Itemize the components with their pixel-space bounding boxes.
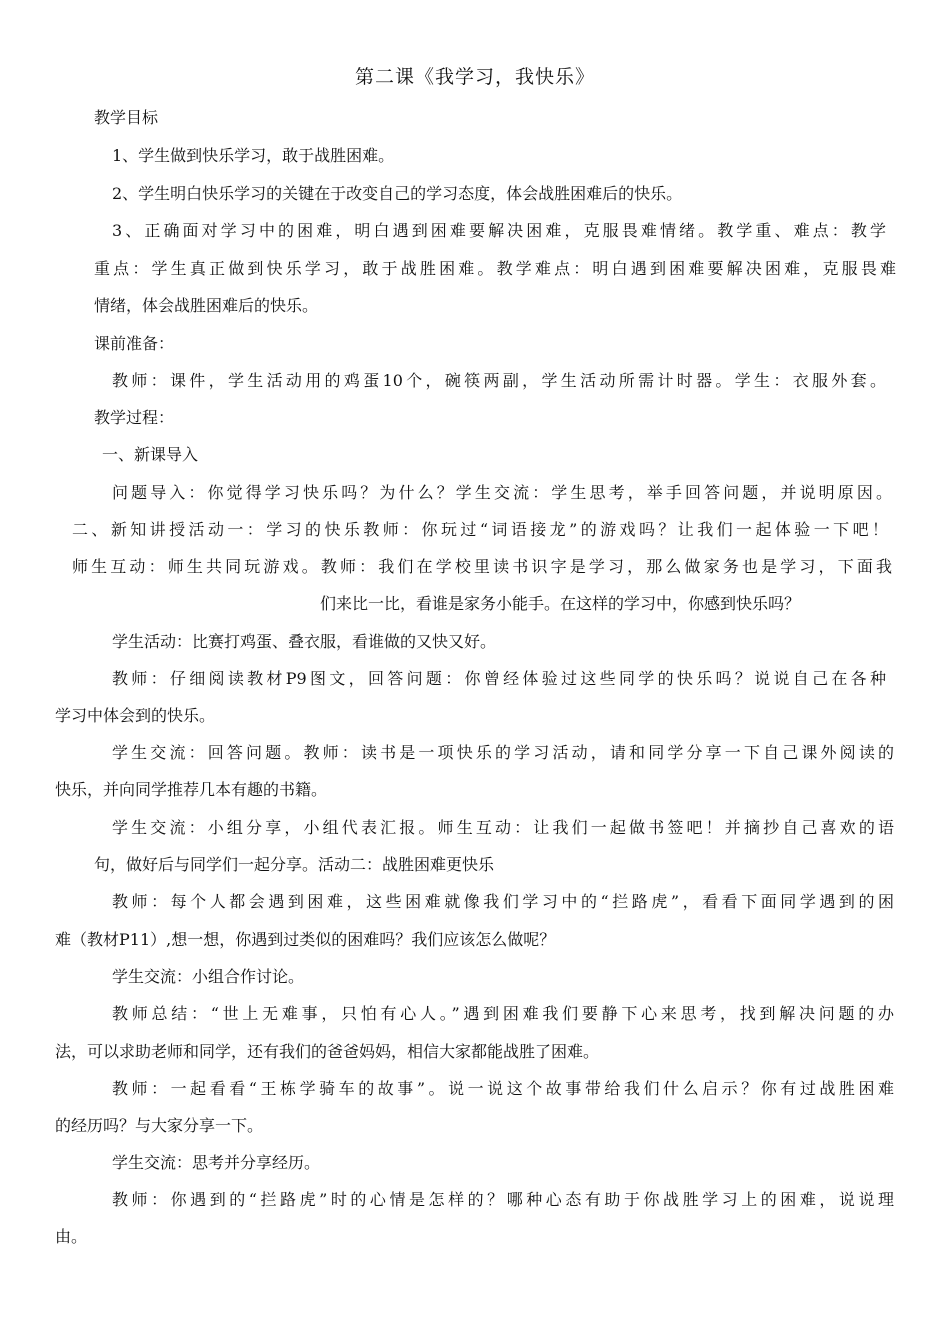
text-line: 学习中体会到的快乐。: [55, 706, 216, 725]
text-line: 法，可以求助老师和同学，还有我们的爸爸妈妈，相信大家都能战胜了困难。: [55, 1042, 600, 1061]
text-line: 教师：一起看看“王栋学骑车的故事”。说一说这个故事带给我们什么启示？你有过战胜困难: [112, 1079, 894, 1098]
text-line: 教学目标: [94, 108, 159, 127]
text-line: 重点：学生真正做到快乐学习，敢于战胜困难。教学难点：明白遇到困难要解决困难，克服畏难: [94, 259, 896, 278]
text-line: 快乐，并向同学推荐几本有趣的书籍。: [55, 780, 328, 799]
text-line: 学生交流：回答问题。教师：读书是一项快乐的学习活动，请和同学分享一下自己课外阅读的: [112, 743, 894, 762]
text-line: 教学过程：: [94, 408, 175, 427]
text-line: 们来比一比，看谁是家务小能手。在这样的学习中，你感到快乐吗？: [320, 594, 801, 613]
text-line: 学生交流：小组合作讨论。: [112, 967, 305, 986]
text-line: 1、学生做到快乐学习，敢于战胜困难。: [112, 146, 395, 165]
text-line: 2、学生明白快乐学习的关键在于改变自己的学习态度，体会战胜困难后的快乐。: [112, 184, 683, 203]
text-line: 师生互动：师生共同玩游戏。教师：我们在学校里读书识字是学习，那么做家务也是学习，下面我: [72, 557, 892, 576]
text-line: 二、新知讲授活动一：学习的快乐教师：你玩过“词语接龙”的游戏吗？让我们一起体验一下吧！: [72, 520, 888, 539]
text-line: 句，做好后与同学们一起分享。活动二：战胜困难更快乐: [94, 855, 495, 874]
text-line: 课前准备：: [94, 334, 175, 353]
text-line: 教师总结：“世上无难事，只怕有心人。”遇到困难我们要静下心来思考，找到解决问题的办: [112, 1004, 894, 1023]
text-line: 3、正确面对学习中的困难，明白遇到困难要解决困难，克服畏难情绪。教学重、难点：教学: [112, 221, 886, 240]
text-line: 学生活动：比赛打鸡蛋、叠衣服，看谁做的又快又好。: [112, 632, 497, 651]
text-line: 教师：你遇到的“拦路虎”时的心情是怎样的？哪种心态有助于你战胜学习上的困难，说说理: [112, 1190, 894, 1209]
text-line: 教师：每个人都会遇到困难，这些困难就像我们学习中的“拦路虎”，看看下面同学遇到的困: [112, 892, 894, 911]
page-title: 第二课《我学习，我快乐》: [354, 66, 595, 88]
text-line: 的经历吗？与大家分享一下。: [55, 1116, 264, 1135]
text-line: 问题导入：你觉得学习快乐吗？为什么？学生交流：学生思考，举手回答问题，并说明原因。: [112, 483, 892, 502]
text-line: 情绪，体会战胜困难后的快乐。: [94, 296, 319, 315]
text-line: 教师：课件，学生活动用的鸡蛋10个，碗筷两副，学生活动所需计时器。学生：衣服外套。: [112, 371, 886, 390]
text-line: 一、新课导入: [102, 445, 199, 464]
text-line: 教师：仔细阅读教材P9图文，回答问题：你曾经体验过这些同学的快乐吗？说说自己在各种: [112, 669, 886, 688]
text-line: 由。: [55, 1227, 88, 1246]
text-line: 学生交流：思考并分享经历。: [112, 1153, 321, 1172]
text-line: 难（教材P11）,想一想，你遇到过类似的困难吗？我们应该怎么做呢？: [55, 930, 556, 949]
text-line: 学生交流：小组分享，小组代表汇报。师生互动：让我们一起做书签吧！并摘抄自己喜欢的语: [112, 818, 894, 837]
